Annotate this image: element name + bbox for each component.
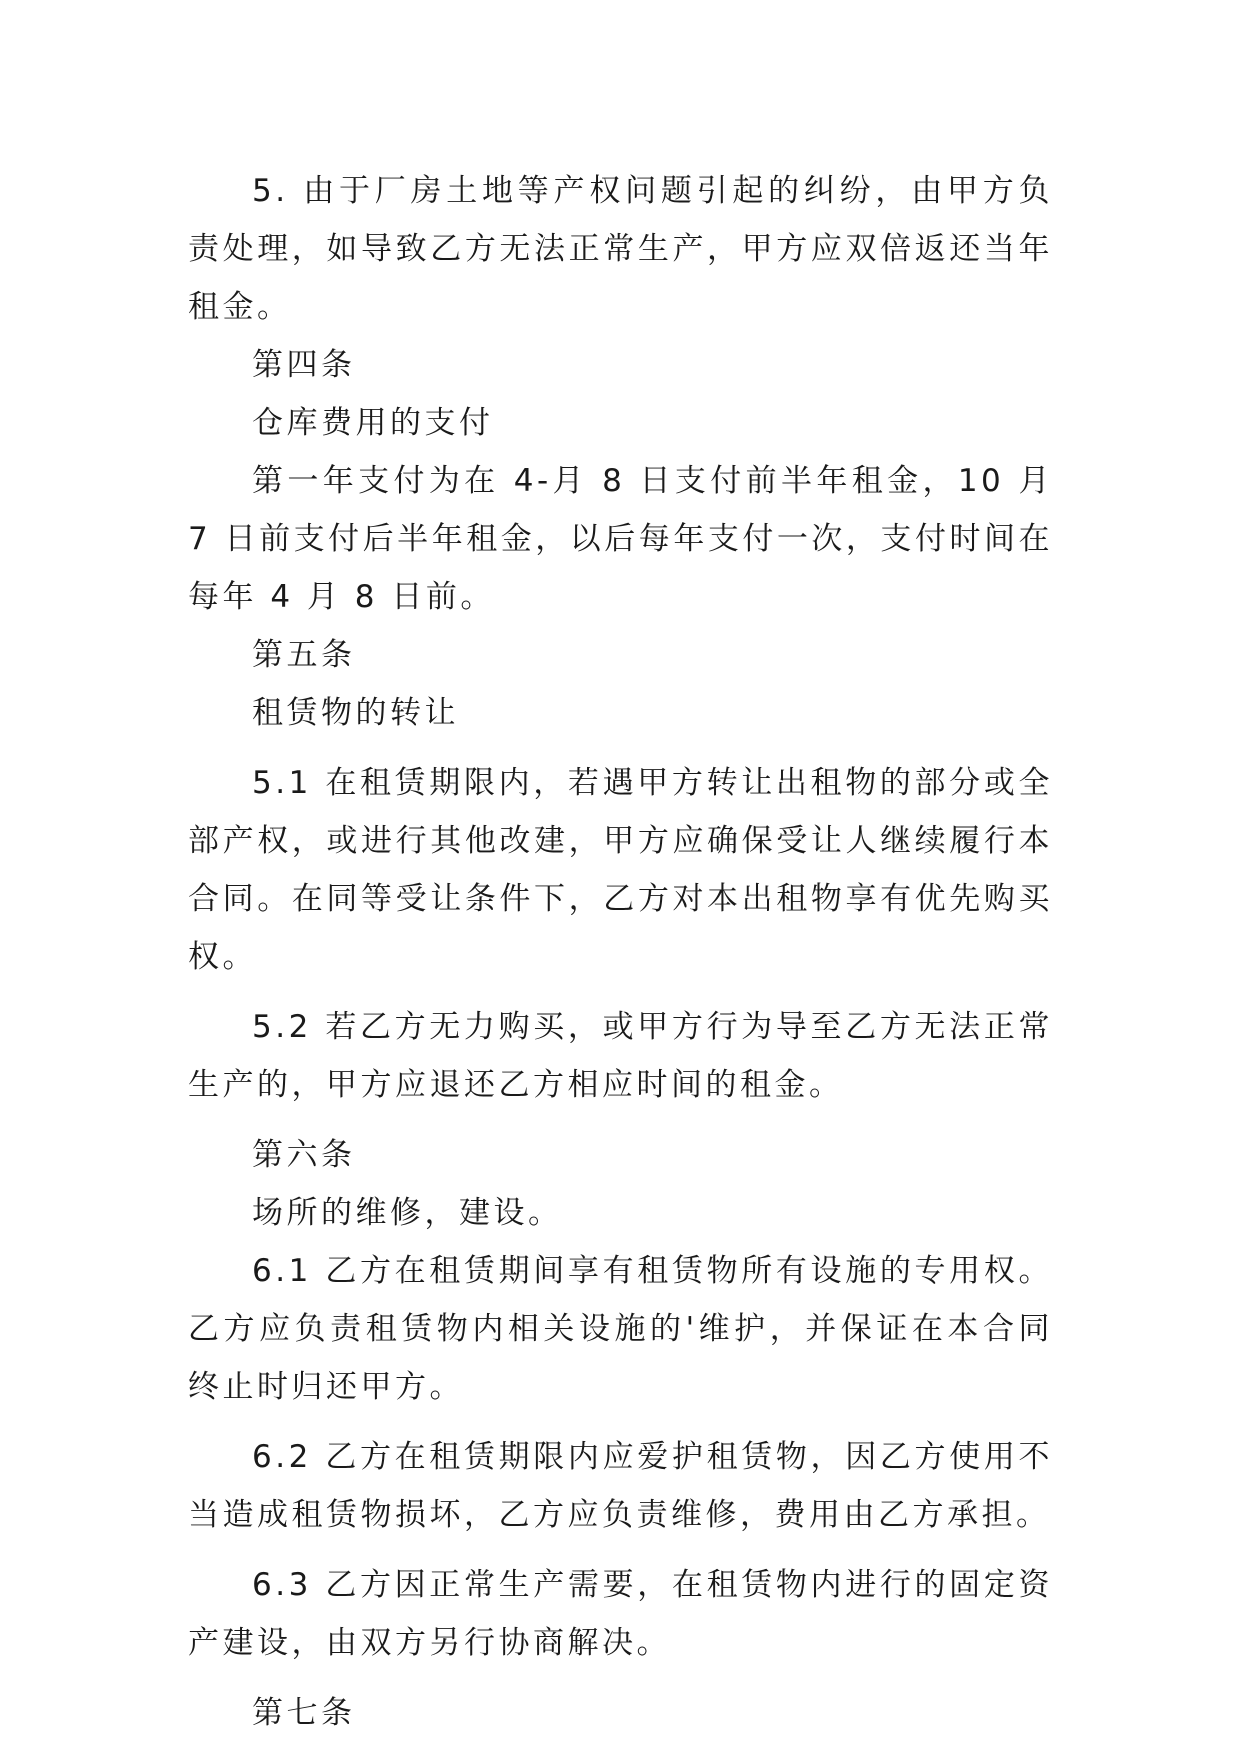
- heading-article-4: 第四条: [252, 347, 356, 383]
- heading-article-5: 第五条: [252, 637, 356, 673]
- paragraph-payment-schedule: 第一年支付为在 4-月 8 日支付前半年租金，10 月 7 日前支付后半年租金，以后每年支付一次，支付时间在每年 4 月 8 日前。: [188, 463, 1053, 615]
- paragraph-clause-3-5: 5. 由于厂房土地等产权问题引起的纠纷，由甲方负责处理，如导致乙方无法正常生产，甲方应双倍返还当年租金。: [188, 173, 1053, 325]
- heading-maintenance-construction: 场所的维修，建设。: [252, 1195, 563, 1231]
- paragraph-clause-6-1: 6.1 乙方在租赁期间享有租赁物所有设施的专用权。乙方应负责租赁物内相关设施的'维护，并保证在本合同终止时归还甲方。: [188, 1253, 1053, 1405]
- heading-article-7: 第七条: [252, 1695, 356, 1731]
- paragraph-clause-5-1: 5.1 在租赁期限内，若遇甲方转让出租物的部分或全部产权，或进行其他改建，甲方应确保受让人继续履行本合同。在同等受让条件下，乙方对本出租物享有优先购买权。: [188, 765, 1053, 975]
- heading-warehouse-fee-payment: 仓库费用的支付: [252, 405, 494, 441]
- paragraph-clause-6-3: 6.3 乙方因正常生产需要，在租赁物内进行的固定资产建设，由双方另行协商解决。: [188, 1567, 1053, 1661]
- heading-article-6: 第六条: [252, 1137, 356, 1173]
- document-page: [188, 162, 1053, 1742]
- heading-lease-transfer: 租赁物的转让: [252, 695, 459, 731]
- paragraph-clause-5-2: 5.2 若乙方无力购买，或甲方行为导至乙方无法正常生产的，甲方应退还乙方相应时间的租金。: [188, 1009, 1053, 1103]
- paragraph-clause-6-2: 6.2 乙方在租赁期限内应爱护租赁物，因乙方使用不当造成租赁物损坏，乙方应负责维修，费用由乙方承担。: [188, 1439, 1053, 1533]
